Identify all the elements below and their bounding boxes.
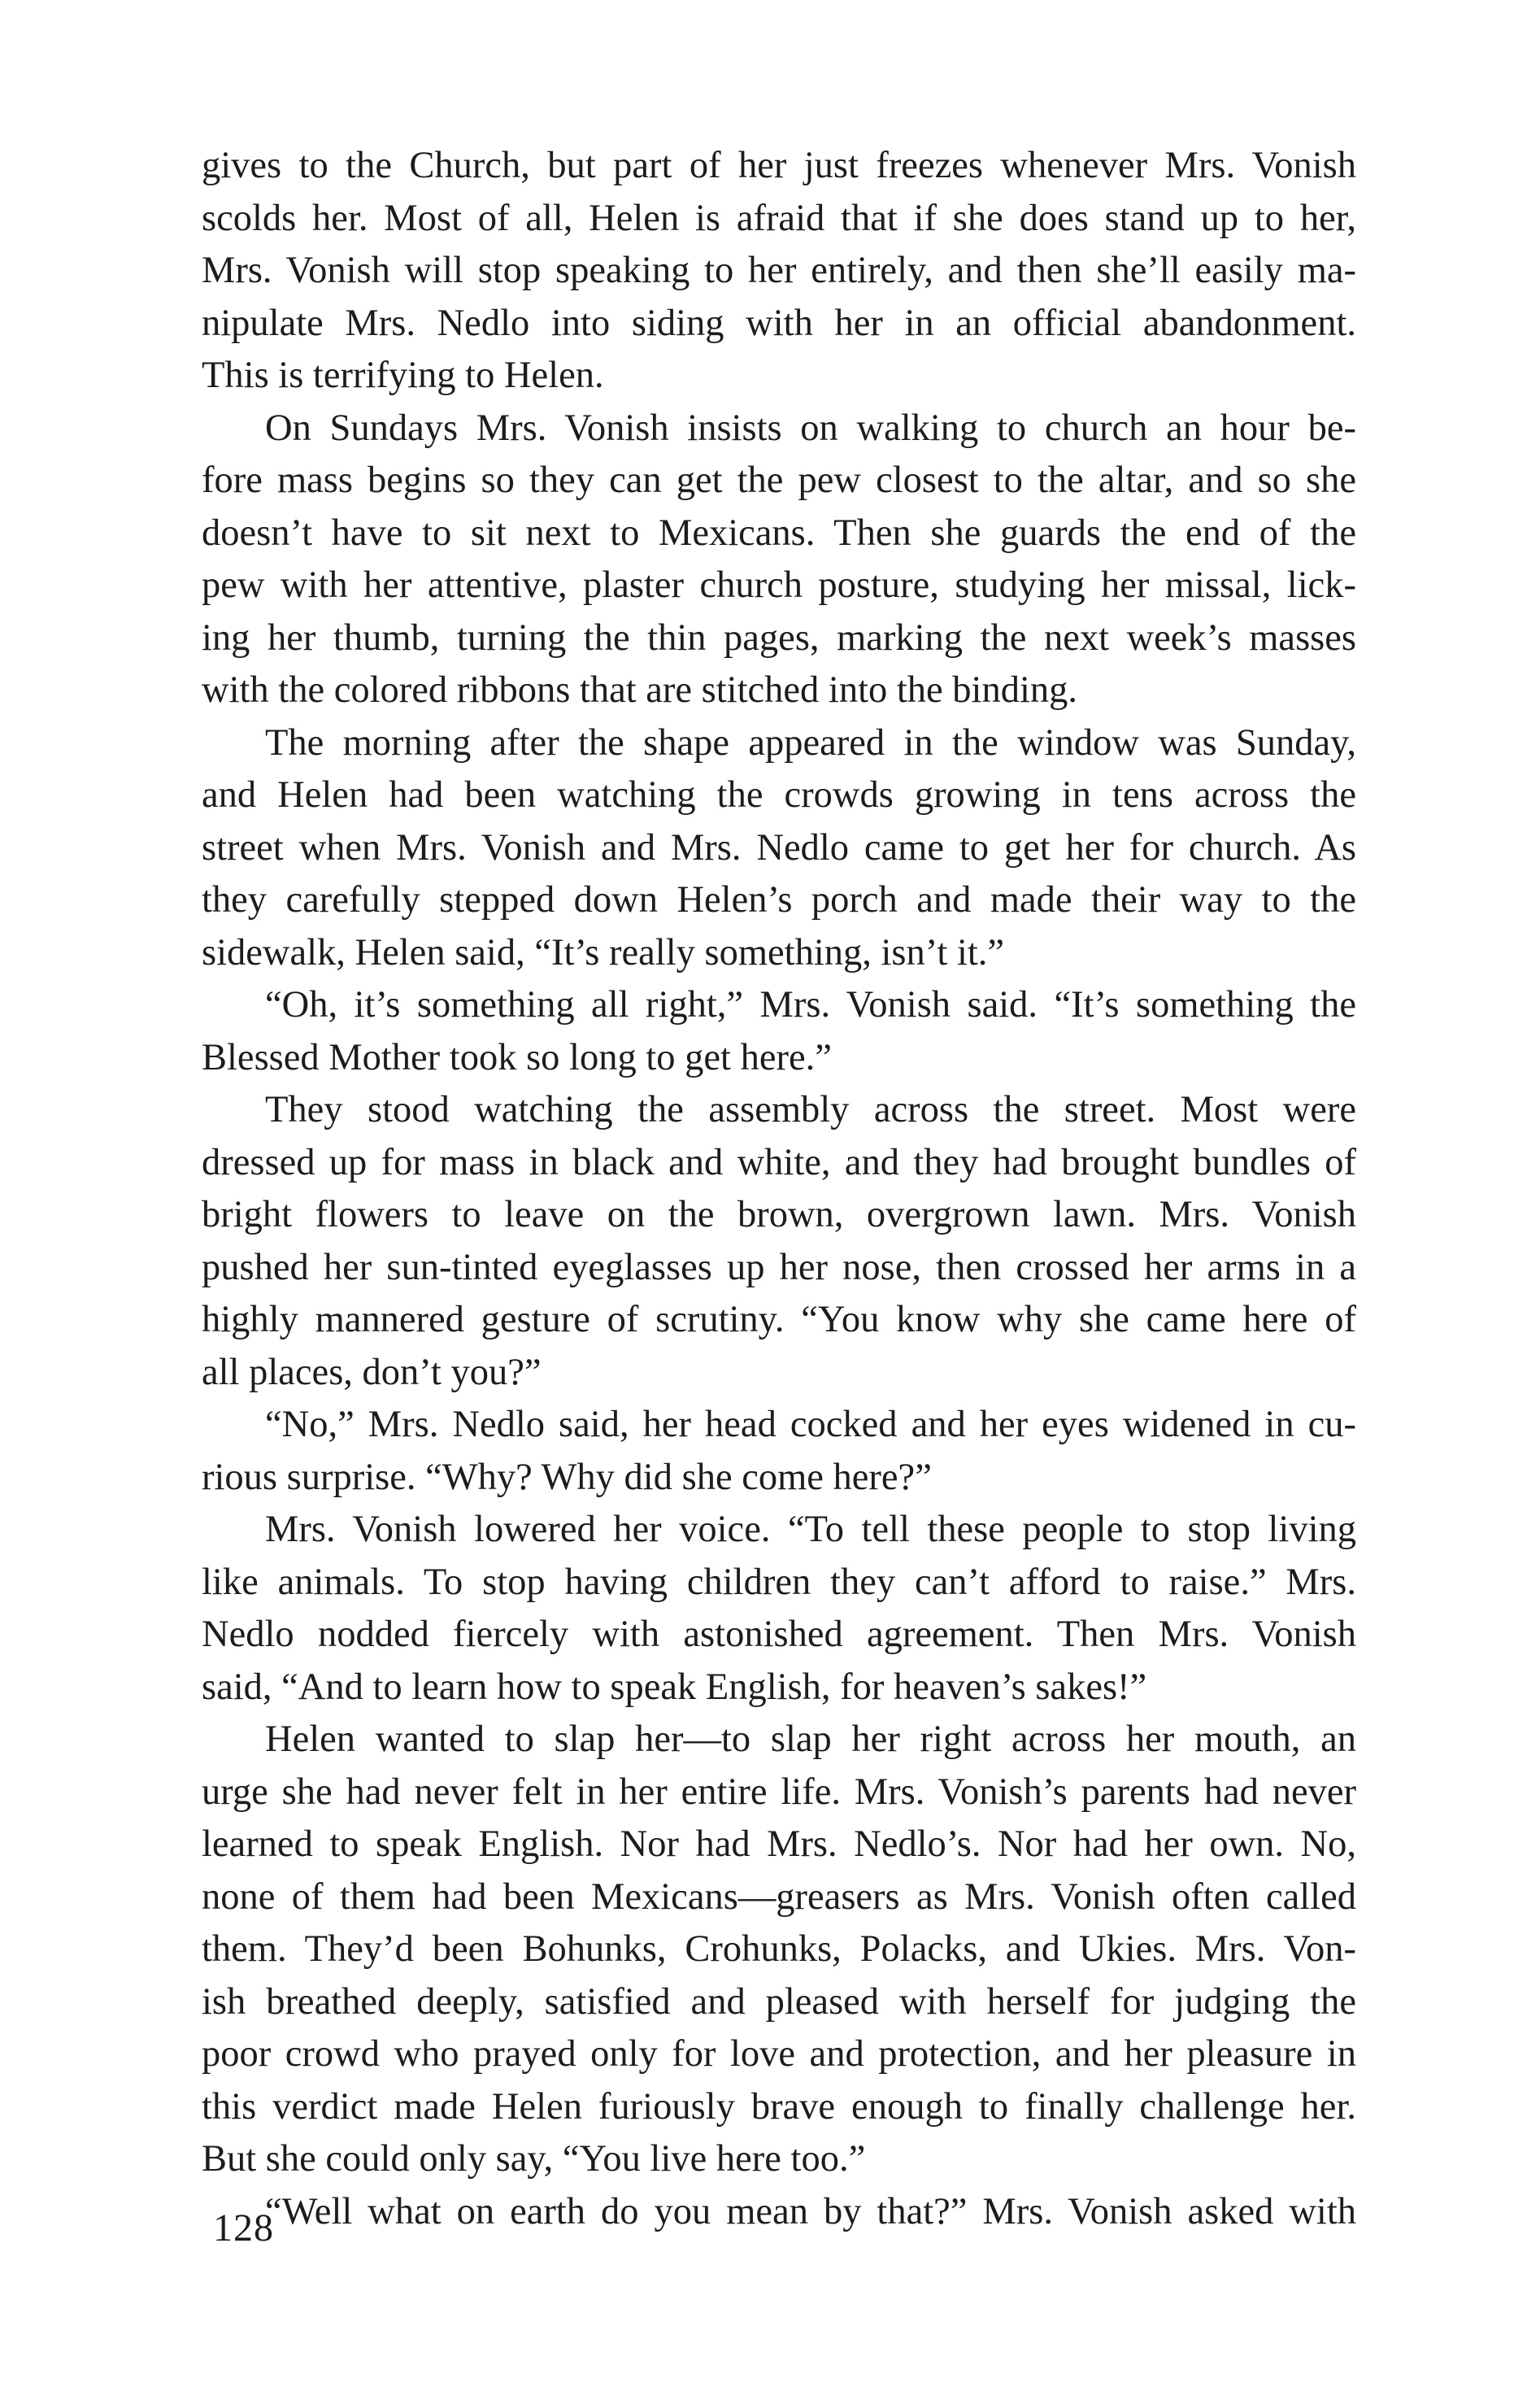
text-line: On Sundays Mrs. Vonish insists on walking to church an hour be- bbox=[265, 407, 1356, 449]
text-line: “No,” Mrs. Nedlo said, her head cocked and her eyes widened in cu- bbox=[265, 1404, 1356, 1445]
text-line: said, “And to learn how to speak English, for heaven’s sakes!” bbox=[202, 1666, 1147, 1708]
text-line: bright flowers to leave on the brown, overgrown lawn. Mrs. Vonish bbox=[202, 1194, 1356, 1235]
text-line: sidewalk, Helen said, “It’s really something, isn’t it.” bbox=[202, 931, 1005, 974]
text-line: Nedlo nodded fiercely with astonished agreement. Then Mrs. Vonish bbox=[202, 1614, 1356, 1655]
text-line: them. They’d been Bohunks, Crohunks, Polacks, and Ukies. Mrs. Von- bbox=[202, 1928, 1356, 1970]
text-line: gives to the Church, but part of her just freezes whenever Mrs. Vonish bbox=[202, 145, 1356, 186]
text-line: learned to speak English. Nor had Mrs. Nedlo’s. Nor had her own. No, bbox=[202, 1823, 1356, 1865]
page-number: 128 bbox=[213, 2206, 274, 2250]
text-line: all places, don’t you?” bbox=[202, 1351, 542, 1393]
text-line: ing her thumb, turning the thin pages, marking the next week’s masses bbox=[202, 616, 1356, 659]
text-line: urge she had never felt in her entire life. Mrs. Vonish’s parents had never bbox=[202, 1771, 1356, 1813]
text-line: ish breathed deeply, satisfied and pleased with herself for judging the bbox=[202, 1980, 1356, 2023]
text-line: pew with her attentive, plaster church posture, studying her missal, lick- bbox=[202, 564, 1356, 606]
text-line: like animals. To stop having children they can’t afford to raise.” Mrs. bbox=[202, 1561, 1356, 1603]
text-line: Blessed Mother took so long to get here.” bbox=[202, 1036, 832, 1078]
text-line: fore mass begins so they can get the pew closest to the altar, and so she bbox=[202, 460, 1356, 501]
text-line: “Oh, it’s something all right,” Mrs. Vonish said. “It’s something the bbox=[265, 984, 1356, 1026]
text-line: They stood watching the assembly across the street. Most were bbox=[265, 1089, 1356, 1130]
text-line: they carefully stepped down Helen’s porch and made their way to the bbox=[202, 879, 1356, 921]
text-line: dressed up for mass in black and white, and they had brought bundles of bbox=[202, 1141, 1356, 1183]
text-line: poor crowd who prayed only for love and protection, and her pleasure in bbox=[202, 2033, 1356, 2075]
text-line: But she could only say, “You live here too.” bbox=[202, 2138, 866, 2180]
text-line: This is terrifying to Helen. bbox=[202, 355, 604, 396]
text-line: none of them had been Mexicans—greasers as Mrs. Vonish often called bbox=[202, 1875, 1356, 1918]
text-line: street when Mrs. Vonish and Mrs. Nedlo came to get her for church. As bbox=[202, 826, 1356, 869]
text-line: “Well what on earth do you mean by that?” Mrs. Vonish asked with bbox=[265, 2190, 1356, 2232]
text-line: rious surprise. “Why? Why did she come here?” bbox=[202, 1456, 932, 1498]
body-text bbox=[202, 140, 1356, 2238]
text-line: this verdict made Helen furiously brave enough to finally challenge her. bbox=[202, 2085, 1356, 2128]
text-line: Mrs. Vonish lowered her voice. “To tell these people to stop living bbox=[265, 1509, 1356, 1550]
text-line: doesn’t have to sit next to Mexicans. Then she guards the end of the bbox=[202, 512, 1356, 554]
text-line: Helen wanted to slap her—to slap her right across her mouth, an bbox=[265, 1718, 1356, 1760]
text-line: Mrs. Vonish will stop speaking to her entirely, and then she’ll easily ma- bbox=[202, 250, 1356, 291]
text-line: nipulate Mrs. Nedlo into siding with her in an official abandonment. bbox=[202, 302, 1356, 344]
text-line: highly mannered gesture of scrutiny. “You know why she came here of bbox=[202, 1299, 1356, 1340]
text-line: scolds her. Most of all, Helen is afraid that if she does stand up to her, bbox=[202, 197, 1356, 239]
text-line: with the colored ribbons that are stitched into the binding. bbox=[202, 669, 1078, 711]
text-line: pushed her sun-tinted eyeglasses up her nose, then crossed her arms in a bbox=[202, 1246, 1356, 1288]
text-line: The morning after the shape appeared in the window was Sunday, bbox=[265, 721, 1356, 764]
text-line: and Helen had been watching the crowds growing in tens across the bbox=[202, 774, 1356, 816]
